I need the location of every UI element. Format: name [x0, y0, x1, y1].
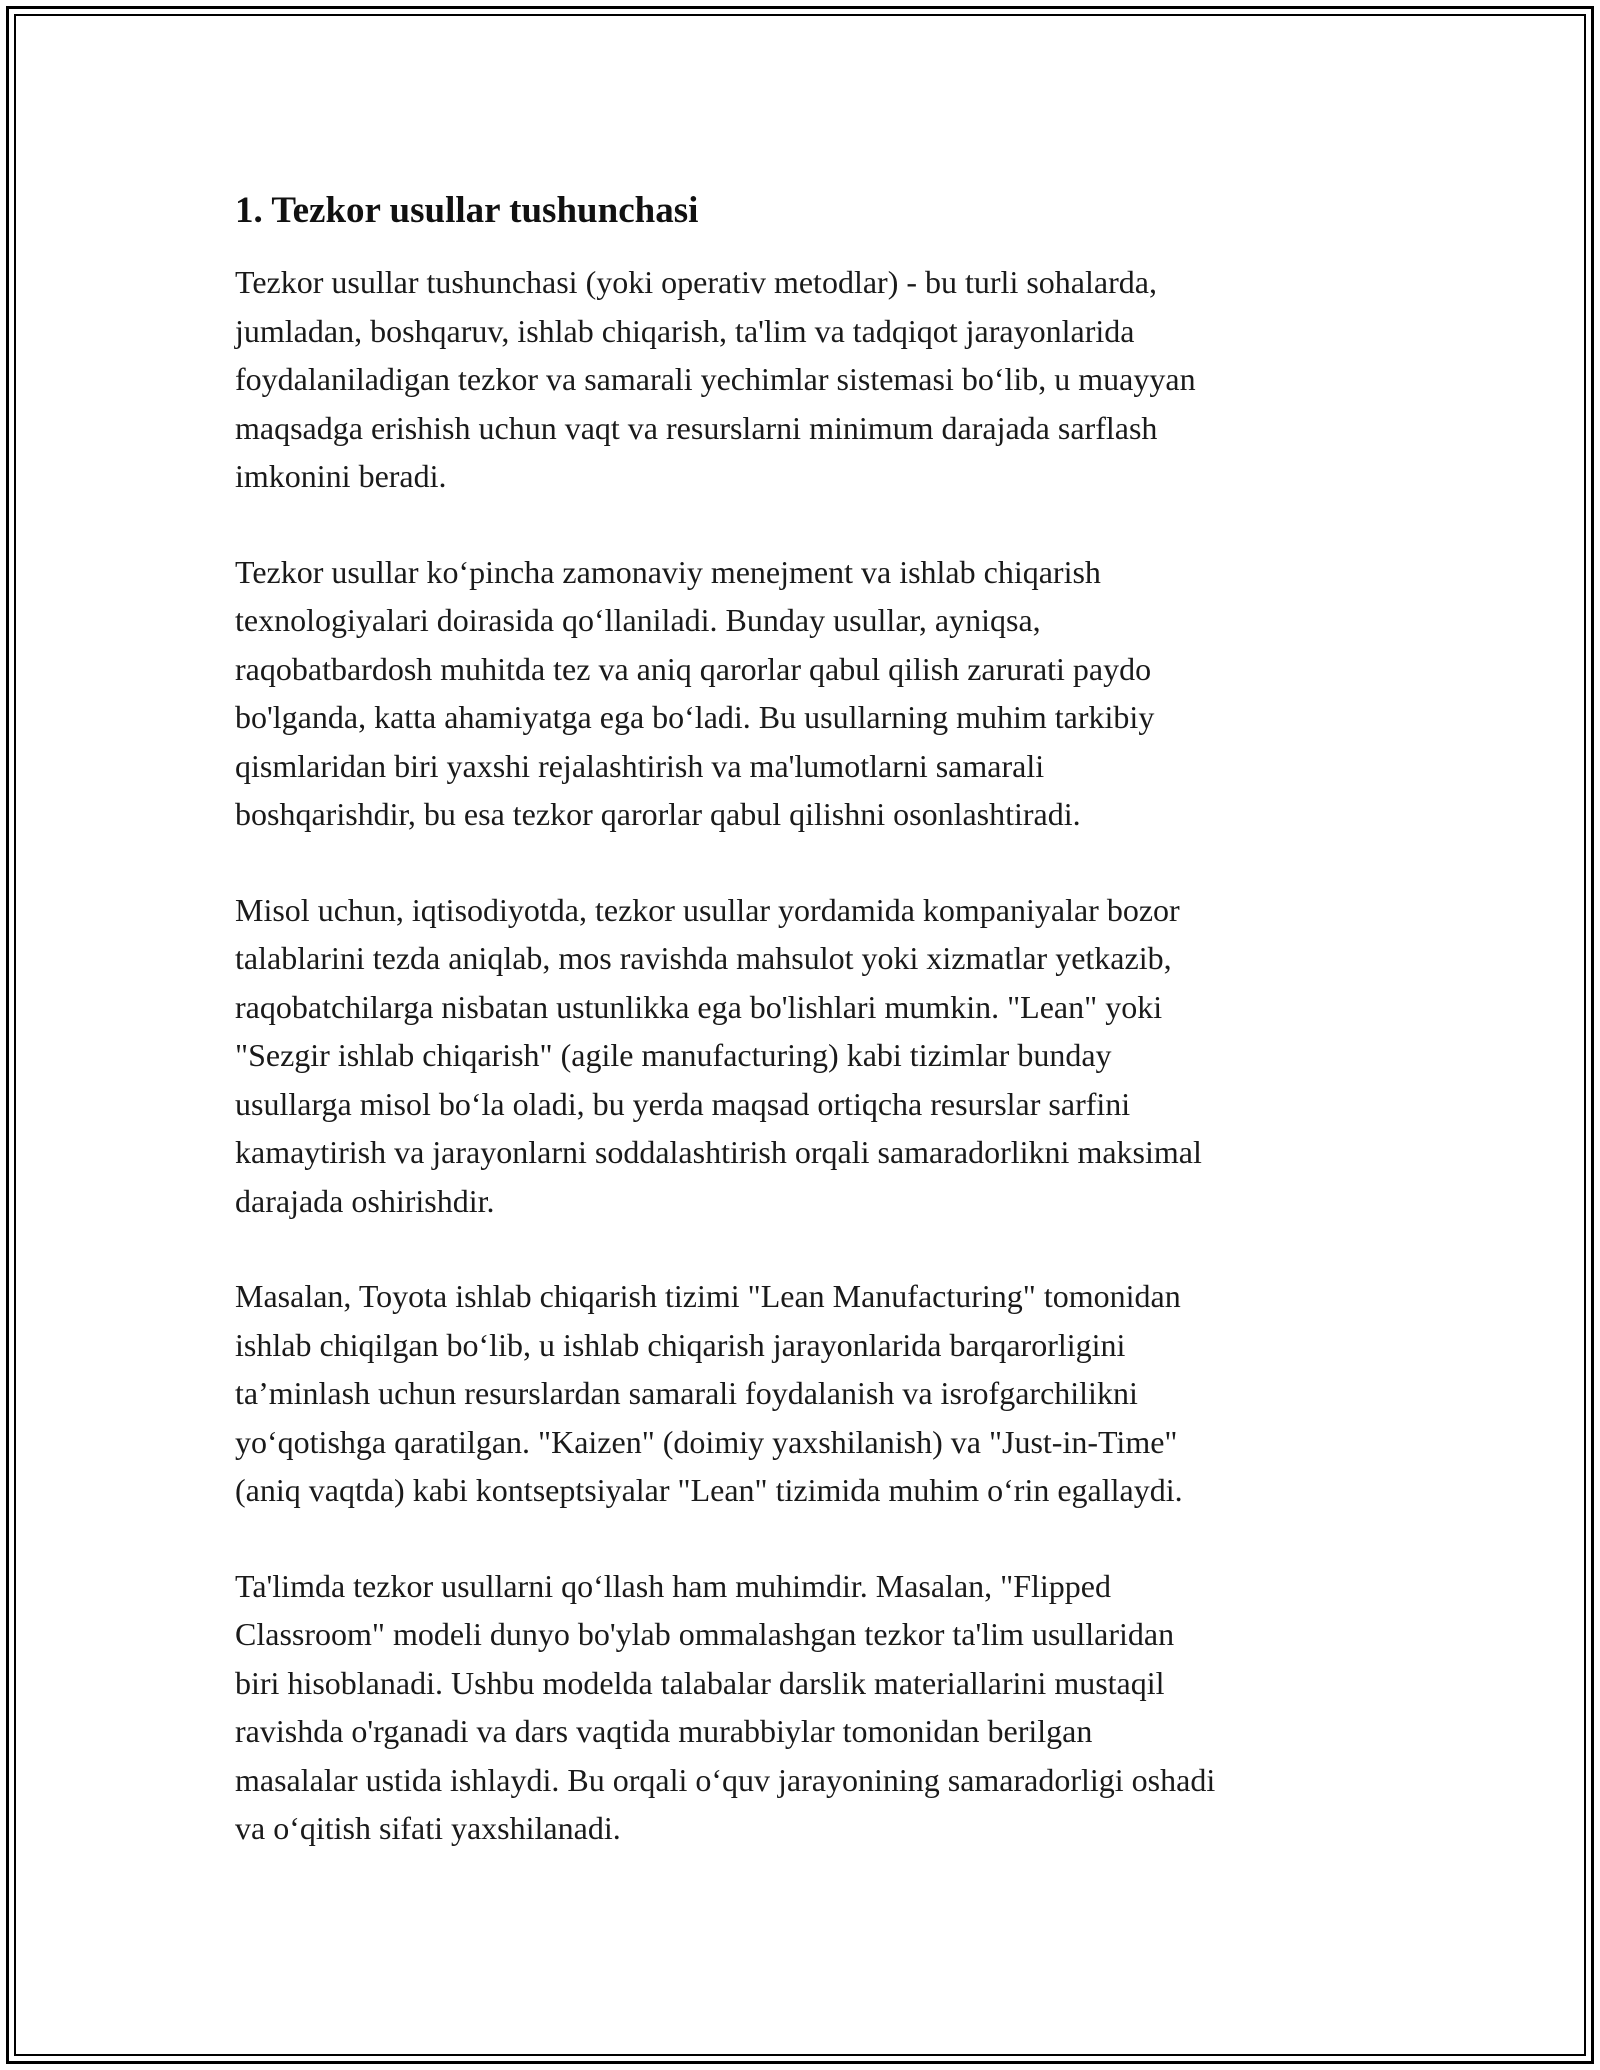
text-line: jumladan, boshqaruv, ishlab chiqarish, ta'lim va tadqiqot jarayonlarida — [235, 312, 1135, 349]
text-line: (aniq vaqtda) kabi kontseptsiyalar "Lean" tizimida muhim o‘rin egallaydi. — [235, 1472, 1183, 1508]
text-line: talablarini tezda aniqlab, mos ravishda mahsulot yoki xizmatlar yetkazib, — [235, 940, 1172, 976]
text-line: usullarga misol bo‘la oladi, bu yerda maqsad ortiqcha resurslar sarfini — [235, 1085, 1131, 1122]
paragraph-5 — [235, 1562, 1375, 1853]
text-line: Masalan, Toyota ishlab chiqarish tizimi "Lean Manufacturing" tomonidan — [235, 1278, 1181, 1314]
paragraph-4 — [235, 1272, 1375, 1515]
text-line: ishlab chiqilgan bo‘lib, u ishlab chiqarish jarayonlarida barqarorligini — [235, 1326, 1126, 1363]
text-line: va o‘qitish sifati yaxshilanadi. — [235, 1810, 621, 1846]
text-line: imkonini beradi. — [235, 458, 447, 494]
document-body — [235, 186, 1375, 1853]
paragraph-2 — [235, 548, 1375, 839]
text-line: raqobatchilarga nisbatan ustunlikka ega bo'lishlari mumkin. "Lean" yoki — [235, 988, 1163, 1025]
text-line: Classroom" modeli dunyo bo'ylab ommalashgan tezkor ta'lim usullaridan — [235, 1616, 1175, 1652]
text-line: masalalar ustida ishlaydi. Bu orqali o‘quv jarayonining samaradorligi oshadi — [235, 1761, 1216, 1798]
text-line: kamaytirish va jarayonlarni soddalashtirish orqali samaradorlikni maksimal — [235, 1134, 1202, 1170]
text-line: texnologiyalari doirasida qo‘llaniladi. Bunday usullar, ayniqsa, — [235, 602, 1041, 638]
text-line: qismlaridan biri yaxshi rejalashtirish va ma'lumotlarni samarali — [235, 747, 1045, 784]
text-line: darajada oshirishdir. — [235, 1182, 495, 1219]
text-line: foydalaniladigan tezkor va samarali yechimlar sistemasi bo‘lib, u muayyan — [235, 361, 1196, 397]
text-line: ravishda o'rganadi va dars vaqtida murabbiylar tomonidan berilgan — [235, 1713, 1093, 1749]
text-line: Tezkor usullar ko‘pincha zamonaviy menejment va ishlab chiqarish — [235, 553, 1101, 590]
text-line: bo'lganda, katta ahamiyatga ega bo‘ladi. Bu usullarning muhim tarkibiy — [235, 699, 1155, 735]
section-heading: 1. Tezkor usullar tushunchasi — [235, 190, 699, 231]
text-line: "Sezgir ishlab chiqarish" (agile manufacturing) kabi tizimlar bunday — [235, 1037, 1112, 1073]
text-line: Ta'limda tezkor usullarni qo‘llash ham muhimdir. Masalan, "Flipped — [235, 1567, 1111, 1604]
text-line: maqsadga erishish uchun vaqt va resurslarni minimum darajada sarflash — [235, 409, 1158, 446]
text-line: Tezkor usullar tushunchasi (yoki operativ metodlar) - bu turli sohalarda, — [235, 264, 1157, 300]
text-line: raqobatbardosh muhitda tez va aniq qarorlar qabul qilish zarurati paydo — [235, 650, 1152, 687]
paragraph-3 — [235, 886, 1375, 1226]
text-line: yo‘qotishga qaratilgan. "Kaizen" (doimiy yaxshilanish) va "Just-in-Time" — [235, 1423, 1178, 1460]
text-line: biri hisoblanadi. Ushbu modelda talabalar darslik materiallarini mustaqil — [235, 1664, 1165, 1701]
text-line: boshqarishdir, bu esa tezkor qarorlar qabul qilishni osonlashtiradi. — [235, 796, 1081, 832]
paragraph-1 — [235, 258, 1375, 501]
text-line: Misol uchun, iqtisodiyotda, tezkor usullar yordamida kompaniyalar bozor — [235, 891, 1180, 928]
text-line: ta’minlash uchun resurslardan samarali foydalanish va isrofgarchilikni — [235, 1375, 1138, 1411]
